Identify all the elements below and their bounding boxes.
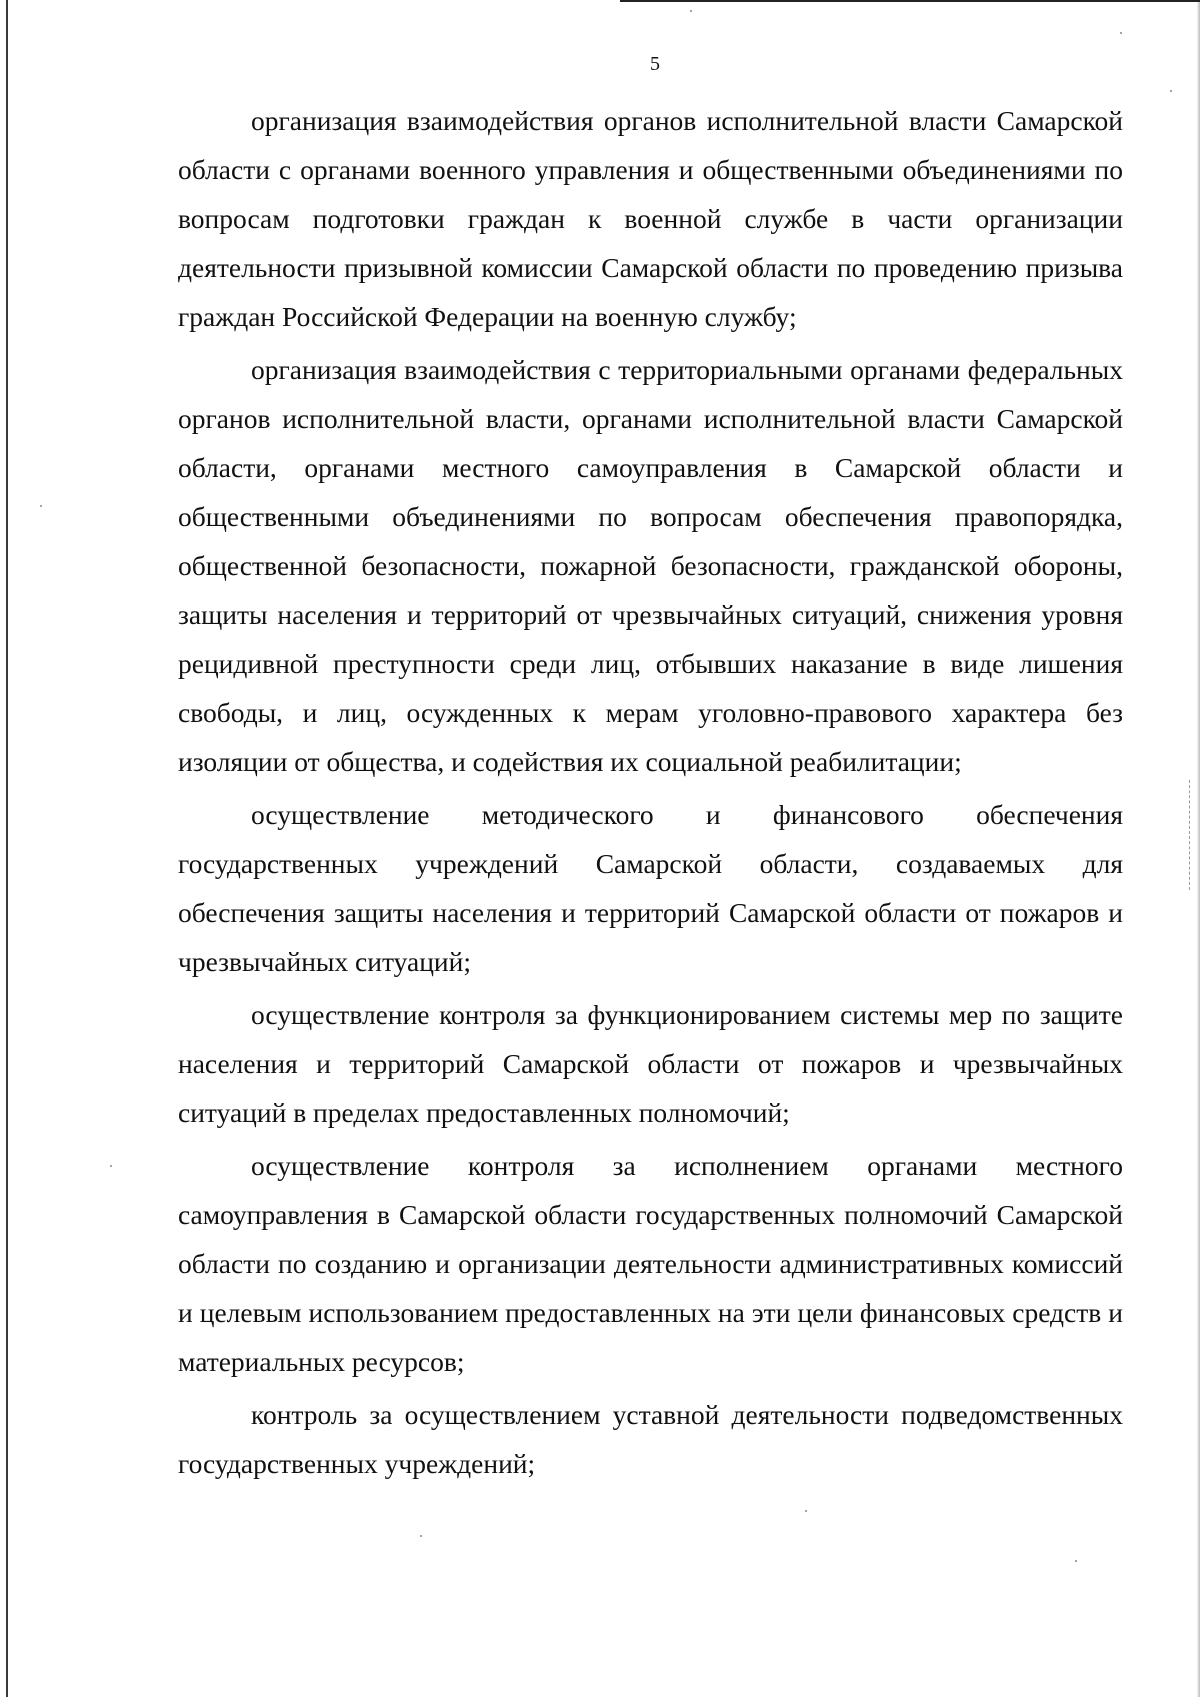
paragraph: организация взаимодействия с территориальными органами федеральных органов исполнительной власти, органами исполнительной власти Самарской области, органами местного самоуправления в Самарской области и общественными объединениями по вопросам обеспечения правопорядка, общественной безопасности, пожарной безопасности, гражданской обороны, защиты населения и территорий от чрезвычайных ситуаций, снижения уровня рецидивной преступности среди лиц, отбывших наказание в виде лишения свободы, и лиц, осужденных к мерам уголовно-правового характера без изоляции от общества, и содействия их социальной реабилитации;	[178, 354, 1123, 777]
paragraph: осуществление методического и финансового обеспечения государственных учреждений Самарской области, создаваемых для обеспечения защиты населения и территорий Самарской области от пожаров и чрезвычайных ситуаций;	[178, 799, 1123, 977]
scan-speck	[420, 1535, 422, 1537]
scan-speck	[110, 1165, 112, 1167]
document-body	[178, 96, 1123, 1492]
paragraph: контроль за осуществлением уставной деятельности подведомственных государственных учреждений;	[178, 1399, 1123, 1479]
scan-speck	[690, 10, 692, 12]
scan-speck	[1120, 32, 1122, 34]
scan-left-edge	[6, 0, 8, 1697]
scan-speck	[805, 1510, 807, 1512]
page-number: 5	[650, 53, 660, 75]
paragraph: организация взаимодействия органов исполнительной власти Самарской области с органами военного управления и общественными объединениями по вопросам подготовки граждан к военной службе в части организации деятельности призывной комиссии Самарской области по проведению призыва граждан Российской Федерации на военную службу;	[178, 105, 1123, 332]
paragraph: осуществление контроля за исполнением органами местного самоуправления в Самарской области государственных полномочий Самарской области по созданию и организации деятельности административных комиссий и целевым использованием предоставленных на эти цели финансовых средств и материальных ресурсов;	[178, 1150, 1123, 1377]
scan-speck	[40, 505, 42, 507]
scan-margin-marks	[1188, 780, 1190, 890]
scan-speck	[1170, 90, 1172, 92]
scan-top-line	[620, 0, 1200, 2]
paragraph: осуществление контроля за функционированием системы мер по защите населения и территорий Самарской области от пожаров и чрезвычайных ситуаций в пределах предоставленных полномочий;	[178, 999, 1123, 1128]
scan-speck	[1075, 1560, 1077, 1562]
